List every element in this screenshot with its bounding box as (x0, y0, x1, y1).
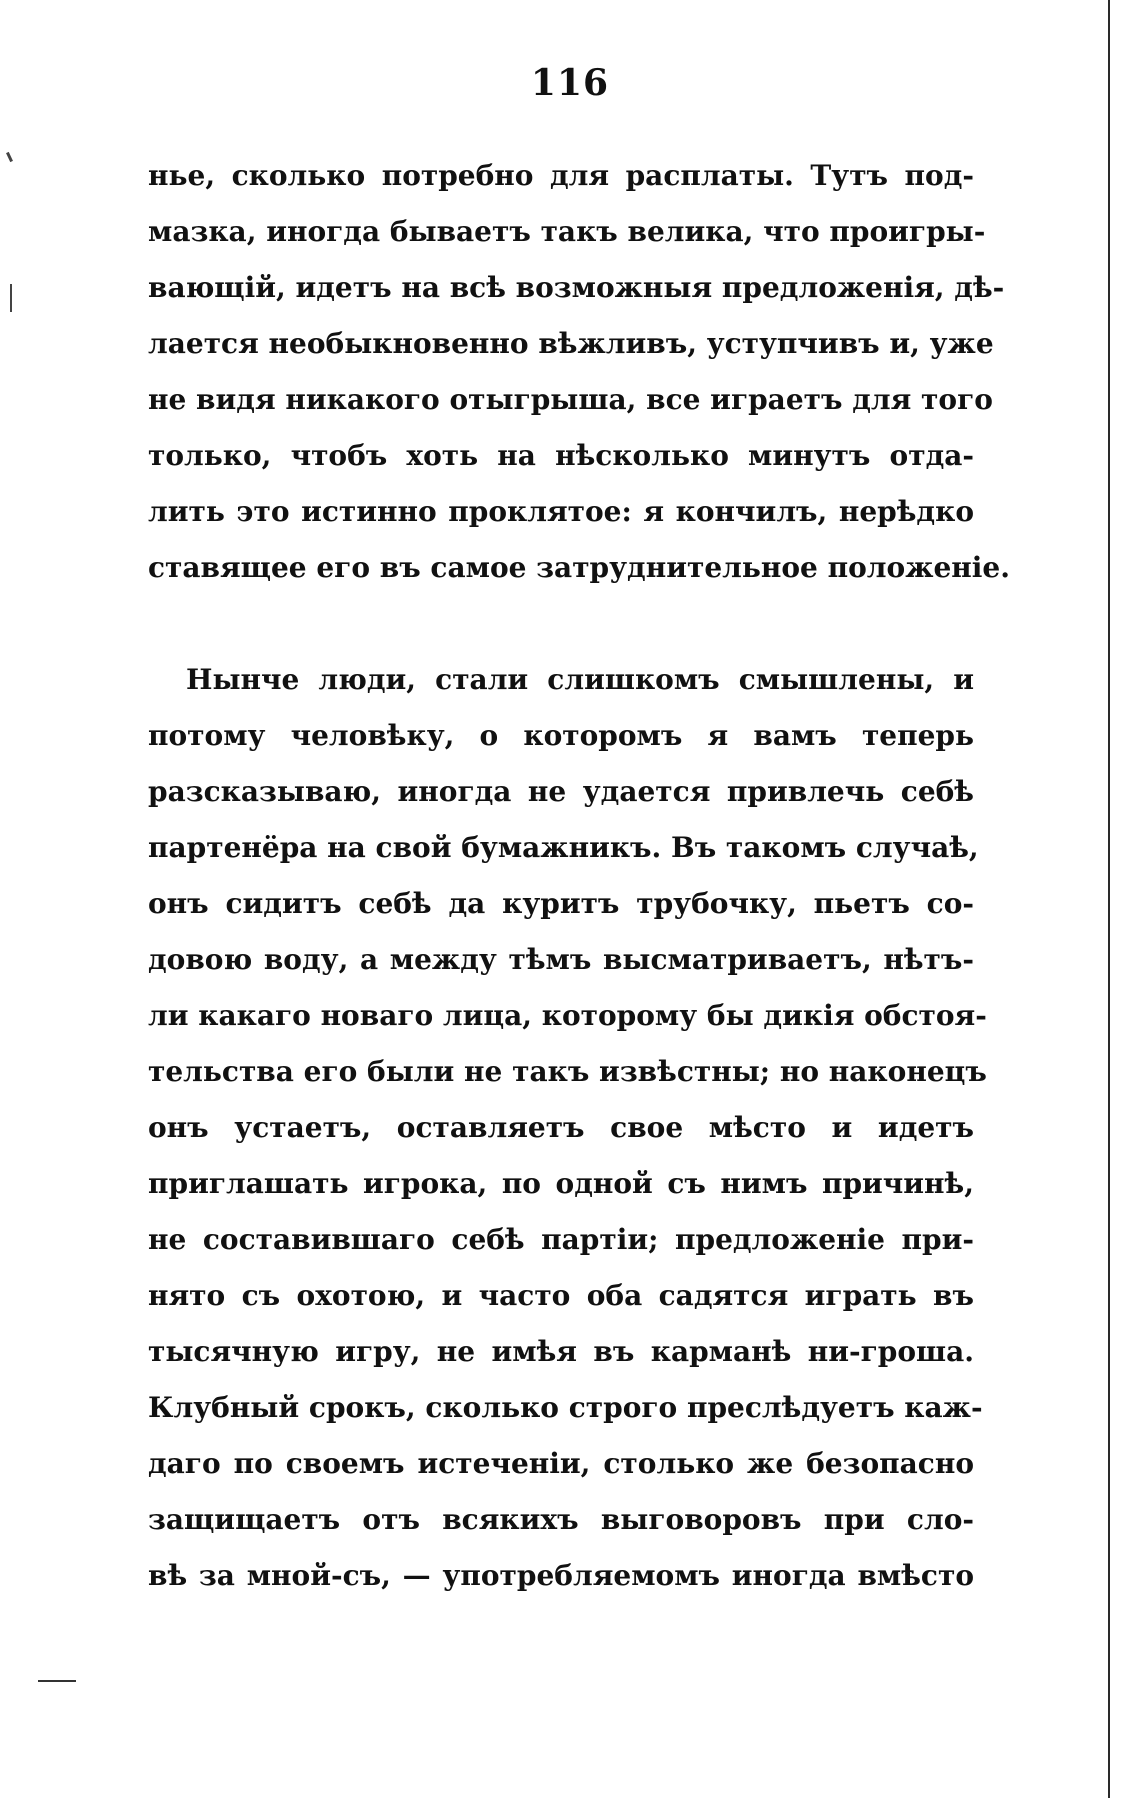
text-line: нье, сколько потребно для расплаты. Тутъ под- (148, 159, 974, 192)
margin-mark (10, 284, 12, 312)
text-line: ставящее его въ самое затруднительное положеніе. (148, 551, 1010, 584)
text-line: нято съ охотою, и часто оба садятся играть въ (148, 1279, 974, 1312)
text-line: вающій, идетъ на всѣ возможныя предложенія, дѣ- (148, 271, 1005, 304)
text-line: даго по своемъ истеченіи, столько же безопасно (148, 1447, 974, 1480)
text-line: тельства его были не такъ извѣстны; но наконецъ (148, 1055, 987, 1088)
text-line: не видя никакого отыгрыша, все играетъ для того (148, 383, 993, 416)
paragraph (148, 652, 987, 1604)
text-line: онъ сидитъ себѣ да куритъ трубочку, пьетъ со- (148, 887, 974, 920)
page-edge-line (1108, 0, 1110, 1798)
text-line: Клубный срокъ, сколько строго преслѣдуетъ каж- (148, 1391, 983, 1424)
text-line: лить это истинно проклятое: я кончилъ, нерѣдко (148, 495, 974, 528)
text-line: не составившаго себѣ партіи; предложеніе при- (148, 1223, 974, 1256)
text-line: только, чтобъ хоть на нѣсколько минутъ отда- (148, 439, 974, 472)
text-line: Нынче люди, стали слишкомъ смышлены, и (186, 663, 974, 696)
text-line: ли какаго новаго лица, которому бы дикія обстоя- (148, 999, 987, 1032)
page-number: 116 (530, 62, 610, 104)
text-line: разсказываю, иногда не удается привлечь себѣ (148, 775, 974, 808)
text-line: защищаетъ отъ всякихъ выговоровъ при сло- (148, 1503, 974, 1536)
text-line: приглашать игрока, по одной съ нимъ причинѣ, (148, 1167, 974, 1200)
text-line: тысячную игру, не имѣя въ карманѣ ни-гроша. (148, 1335, 974, 1368)
text-line: партенёра на свой бумажникъ. Въ такомъ случаѣ, (148, 831, 979, 864)
margin-mark (6, 152, 13, 162)
text-line: онъ устаетъ, оставляетъ свое мѣсто и идетъ (148, 1111, 974, 1144)
body-text (148, 148, 1010, 1604)
text-line: довою воду, а между тѣмъ высматриваетъ, нѣтъ- (148, 943, 974, 976)
text-line: лается необыкновенно вѣжливъ, уступчивъ и, уже (148, 327, 994, 360)
text-line: мазка, иногда бываетъ такъ велика, что проигры- (148, 215, 986, 248)
margin-dash (38, 1680, 76, 1682)
text-line: вѣ за мной-съ, — употребляемомъ иногда вмѣсто (148, 1559, 974, 1592)
text-line: потому человѣку, о которомъ я вамъ теперь (148, 719, 974, 752)
paragraph-gap (148, 596, 974, 652)
paragraph (148, 148, 1010, 596)
